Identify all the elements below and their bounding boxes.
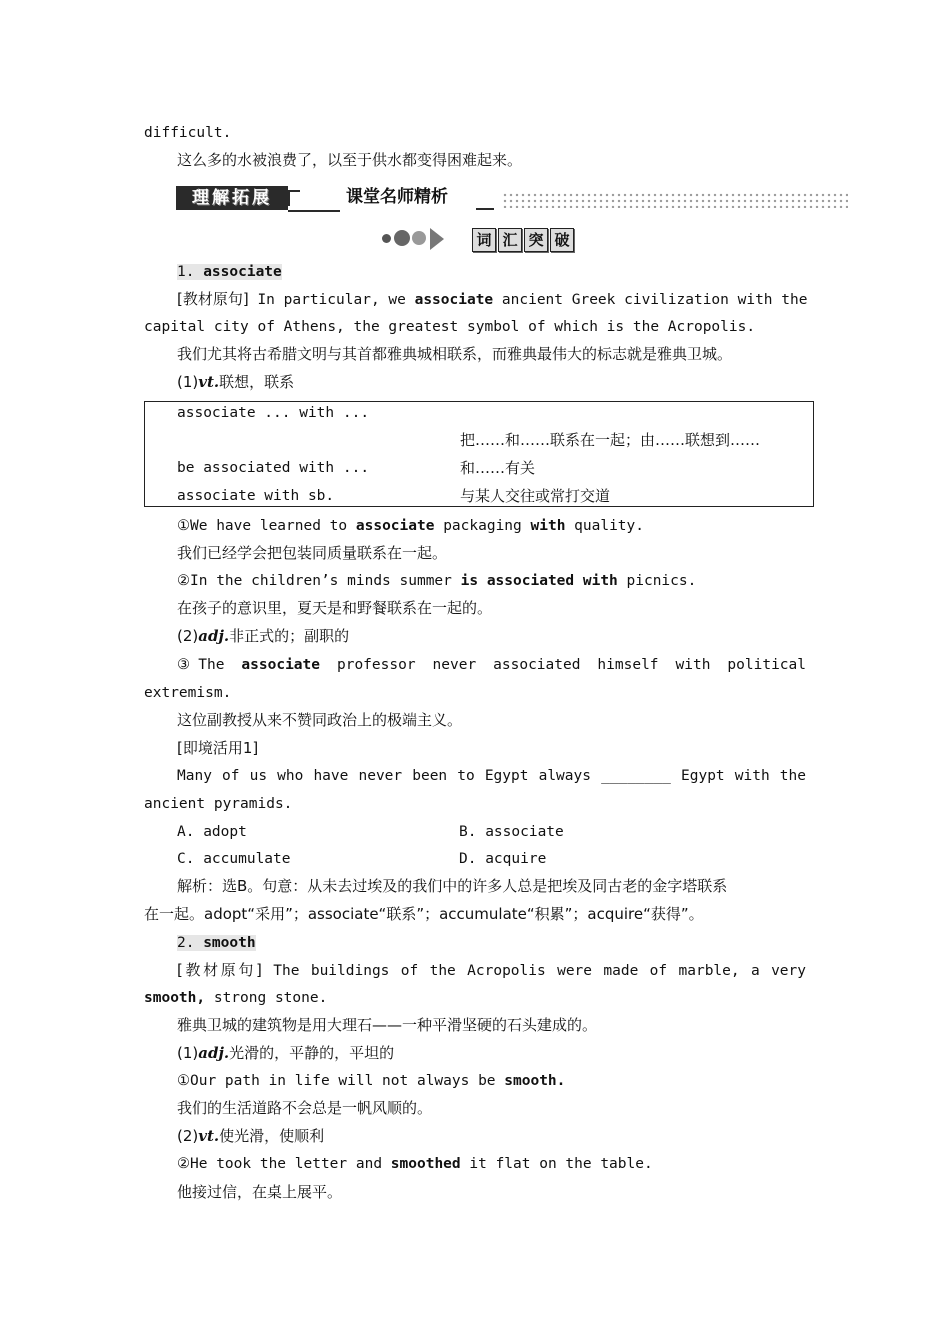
word-heading: 1. associate (177, 264, 282, 280)
example-translation: 我们已经学会把包装同质量联系在一起。 (177, 544, 448, 562)
bullet-dot-icon (382, 234, 391, 243)
phrase-cell: be associated with ... (177, 460, 370, 476)
phrase-meaning-cell: 与某人交往或常打交道 (460, 487, 611, 505)
section-tile: 词 (472, 228, 496, 252)
option-d: D. acquire (459, 851, 547, 867)
example-sentence-cont: extremism. (144, 685, 232, 701)
section-banner (176, 184, 848, 214)
translation-text: 这么多的水被浪费了，以至于供水都变得困难起来。 (177, 151, 523, 169)
phrase-cell: associate with sb. (177, 488, 335, 504)
example-sentence: ②He took the letter and smoothed it flat on the table. (177, 1156, 653, 1172)
word-heading-term: smooth (203, 935, 256, 951)
phrase-cell: associate ... with ... (177, 405, 370, 421)
option-b: B. associate (459, 824, 564, 840)
source-sentence-cont: smooth, strong stone. (144, 990, 328, 1006)
section-tile: 汇 (498, 228, 522, 252)
section-tile: 突 (524, 228, 548, 252)
example-translation: 在孩子的意识里，夏天是和野餐联系在一起的。 (177, 599, 493, 617)
bullet-dot-icon (412, 231, 426, 245)
option-c: C. accumulate (177, 851, 291, 867)
source-sentence: [教材原句] In particular, we associate ancient Greek civilization with the (177, 290, 808, 308)
source-translation: 我们尤其将古希腊文明与其首都雅典城相联系，而雅典最伟大的标志就是雅典卫城。 (177, 345, 733, 363)
bullet-dot-icon (394, 230, 410, 246)
example-sentence: ①We have learned to associate packaging with quality. (177, 518, 644, 534)
answer-explanation-cont: 在一起。adopt“采用”；associate“联系”；accumulate“积累”；acquire“获得”。 (144, 905, 704, 923)
banner-step-decoration (288, 190, 340, 212)
banner-tag: 理解拓展 (176, 186, 288, 210)
example-translation: 这位副教授从来不赞同政治上的极端主义。 (177, 711, 463, 729)
question-text-cont: ancient pyramids. (144, 796, 293, 812)
section-tile: 破 (550, 228, 574, 252)
sense-heading: (1)adj.光滑的，平静的，平坦的 (177, 1044, 395, 1062)
answer-explanation: 解析：选B。句意：从未去过埃及的我们中的许多人总是把埃及同古老的金字塔联系 (177, 877, 728, 895)
source-sentence-cont: capital city of Athens, the greatest symbol of which is the Acropolis. (144, 319, 756, 335)
example-sentence: ①Our path in life will not always be smooth. (177, 1073, 566, 1089)
example-translation: 他接过信，在桌上展平。 (177, 1183, 343, 1201)
question-text: Many of us who have never been to Egypt always ________ Egypt with the (177, 768, 806, 784)
word-heading: 2. smooth (177, 935, 256, 951)
word-heading-term: associate (203, 264, 282, 280)
sense-heading: (2)adj.非正式的；副职的 (177, 627, 350, 645)
source-sentence: [教材原句] The buildings of the Acropolis were made of marble, a very (177, 961, 806, 979)
practice-label: [即境活用1] (177, 739, 259, 757)
example-sentence: ③The associate professor never associated himself with political (177, 657, 806, 673)
body-text: difficult. (144, 125, 232, 141)
option-a: A. adopt (177, 824, 247, 840)
phrase-meaning-cell: 和……有关 (460, 459, 536, 477)
banner-title: 课堂名师精析 (346, 187, 448, 207)
banner-underline (476, 208, 494, 210)
sense-heading: (1)vt.联想，联系 (177, 373, 295, 391)
sense-heading: (2)vt.使光滑，使顺利 (177, 1127, 325, 1145)
banner-dot-pattern (502, 192, 848, 208)
phrase-meaning-cell: 把……和……联系在一起；由……联想到…… (460, 431, 761, 449)
example-sentence: ②In the children’s minds summer is associated with picnics. (177, 573, 697, 589)
source-translation: 雅典卫城的建筑物是用大理石——一种平滑坚硬的石头建成的。 (177, 1016, 598, 1034)
example-translation: 我们的生活道路不会总是一帆风顺的。 (177, 1099, 433, 1117)
arrow-icon (430, 228, 444, 250)
